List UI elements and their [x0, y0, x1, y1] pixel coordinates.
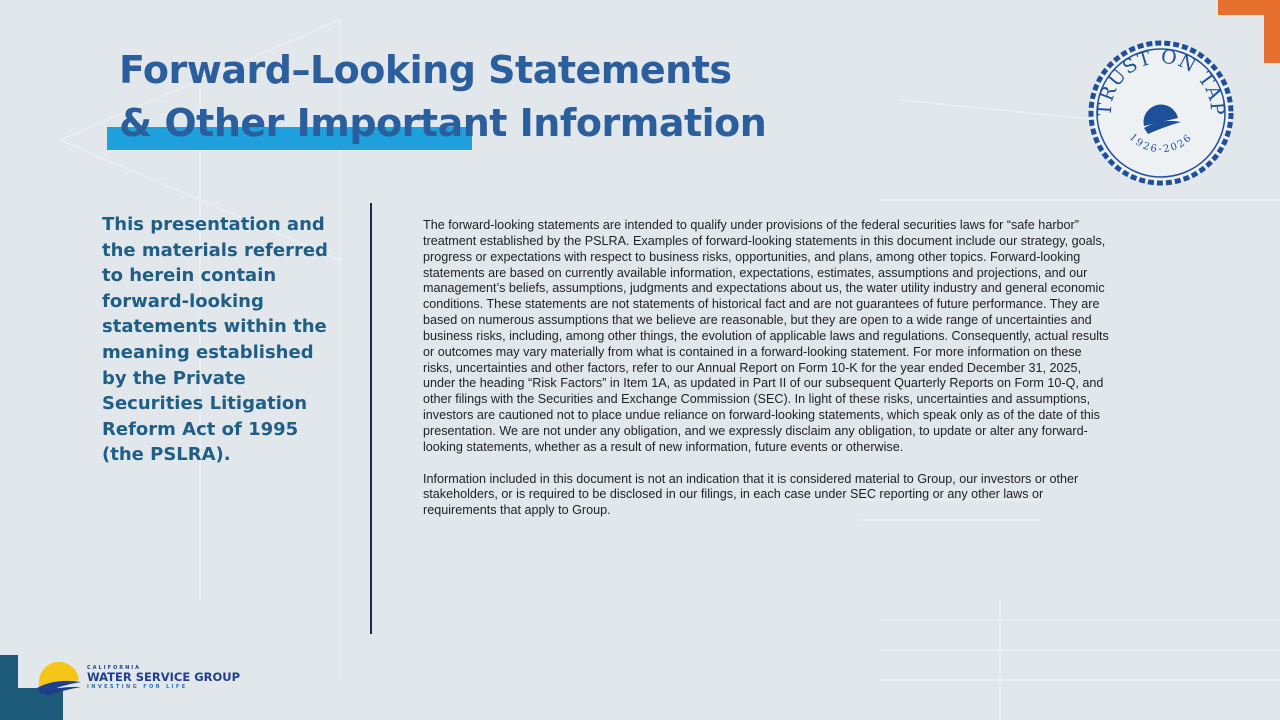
disclaimer-body: [423, 218, 1243, 535]
disclaimer-line: other filings with the Securities and Exchange Commission (SEC). In light of these risks, uncertainties and assumptions,: [423, 392, 1091, 407]
logo-top-text: CALIFORNIA: [87, 664, 142, 671]
disclaimer-line: business risks, including, among other things, the evolution of applicable laws and regulations. Consequently, actual results: [423, 328, 1109, 343]
logo-name: WATER SERVICE GROUP: [87, 669, 241, 684]
disclaimer-line: progress or expectations with respect to business risks, opportunities, and plans, among other topics. Forward-looking: [423, 249, 1081, 264]
page-title-line1: Forward–Looking Statements: [119, 48, 732, 92]
corner-accent-orange: [1264, 0, 1280, 63]
disclaimer-line: management’s beliefs, assumptions, judgments and expectations about us, the water utility industry and general economic: [423, 281, 1105, 296]
trust-on-tap-seal: [1086, 38, 1236, 188]
svg-text:1926-2026: 1926-2026: [1126, 131, 1196, 156]
disclaimer-line: conditions. These statements are not statements of historical fact and are not guarantees of future performance. They are: [423, 297, 1100, 312]
disclaimer-line: stakeholders, or is required to be disclosed in our filings, in each case under SEC reporting or any other laws or: [423, 487, 1044, 502]
divider-line: [370, 203, 372, 634]
page-title: [119, 44, 766, 150]
disclaimer-line: treatment established by the PSLRA. Examples of forward-looking statements in this document include our strategy, goals,: [423, 233, 1106, 248]
disclaimer-line: statements are based on currently available information, expectations, estimates, assumptions and projections, and our: [423, 265, 1088, 280]
sun-wave-icon: [35, 658, 83, 696]
company-logo: [35, 658, 240, 696]
disclaimer-paragraph-2: [423, 472, 1243, 520]
disclaimer-line: looking statements, whether as a result of new information, future events or otherwise.: [423, 439, 904, 454]
disclaimer-line: Information included in this document is not an indication that it is considered material to Group, our investors or other: [423, 471, 1079, 486]
logo-tagline: INVESTING FOR LIFE: [87, 683, 188, 690]
disclaimer-line: presentation. We are not under any obligation, and we expressly disclaim any obligation, to update or alter any forward-: [423, 423, 1088, 438]
disclaimer-line: or outcomes may vary materially from what is contained in a forward-looking statement. For more information on these: [423, 344, 1082, 359]
svg-text:TRUST ON TAP: TRUST ON TAP: [1093, 45, 1229, 117]
intro-statement: This presentation and the materials referred to herein contain forward-looking statements within the meaning established by the Private Securities Litigation Reform Act of 1995 (the PSLRA).: [102, 214, 328, 466]
disclaimer-line: risks, uncertainties and other factors, refer to our Annual Report on Form 10-K for the year ended December 31, 2025,: [423, 360, 1082, 375]
disclaimer-line: under the heading “Risk Factors” in Item 1A, as updated in Part II of our subsequent Quarterly Reports on Form 10-Q, and: [423, 376, 1104, 391]
disclaimer-line: The forward-looking statements are intended to qualify under provisions of the federal securities laws for “safe harbor”: [423, 218, 1079, 232]
disclaimer-line: based on numerous assumptions that we believe are reasonable, but they are open to a wide range of uncertainties and: [423, 313, 1092, 328]
disclaimer-line: investors are cautioned not to place undue reliance on forward-looking statements, which speak only as of the date of this: [423, 408, 1100, 423]
disclaimer-paragraph-1: [423, 218, 1243, 456]
page-title-line2: & Other Important Information: [119, 101, 767, 145]
disclaimer-line: requirements that apply to Group.: [423, 503, 611, 518]
